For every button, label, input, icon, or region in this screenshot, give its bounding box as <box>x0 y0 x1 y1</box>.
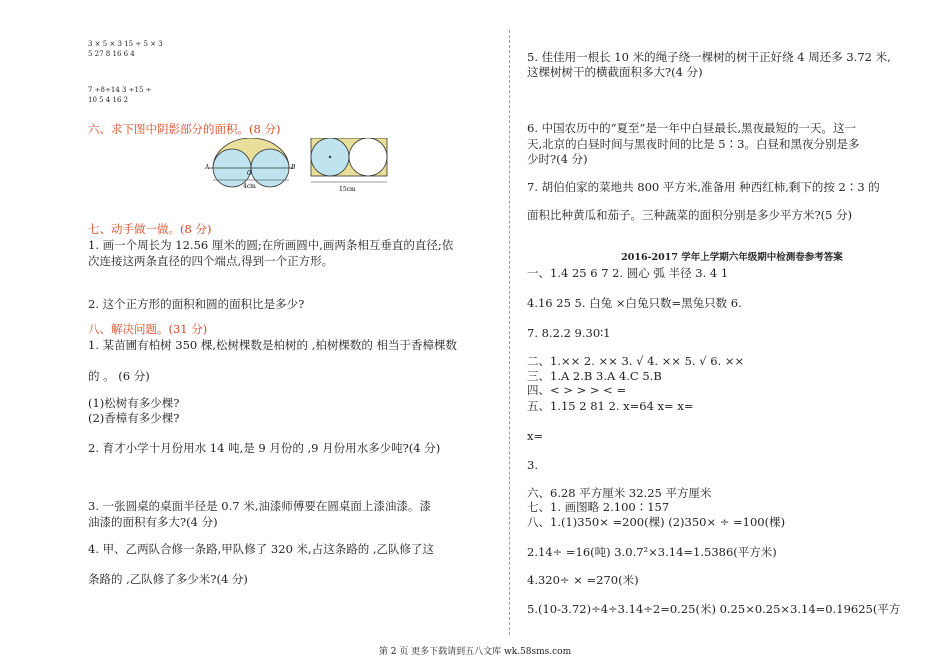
fig1-dimension: 4cm <box>243 183 256 190</box>
answer-6: 六、6.28 平方厘米 32.25 平方厘米 <box>527 486 712 500</box>
answer-8c: 4.320÷ × =270(米) <box>527 573 639 587</box>
answer-8d: 5.(10-3.72)÷4÷3.14÷2=0.25(米) 0.25×0.25×3.14=0.19625(平方 <box>527 602 901 616</box>
section-8-q1-a: (1)松树有多少棵? <box>88 396 180 410</box>
q7-line2: 面积比种黄瓜和茄子。三种蔬菜的面积分别是多少平方米?(5 分) <box>527 208 853 222</box>
answer-5: 五、1.15 2 81 2. x=64 x= x= <box>527 399 694 413</box>
fraction-row-2: 7 ÷8÷14 3 ÷15 ÷ <box>88 86 152 94</box>
q5-line2: 这棵树树干的横截面积多大?(4 分) <box>527 65 703 79</box>
q6-line2: 天,北京的白昼时间与黑夜时间的比是 5∶3。白昼和黑夜分别是多 <box>527 137 860 151</box>
q6-line3: 少时?(4 分) <box>527 152 588 166</box>
q6-line1: 6. 中国农历中的“夏至”是一年中白昼最长,黑夜最短的一天。这一 <box>527 121 857 135</box>
answer-5c: 3. <box>527 458 538 472</box>
answer-8b: 2.14÷ =16(吨) 3.0.7²×3.14=1.5386(平方米) <box>527 545 777 559</box>
section-8-q1-line1: 1. 某苗圃有柏树 350 棵,松树棵数是柏树的 ,柏树棵数的 相当于香樟棵数 <box>88 338 458 352</box>
fraction-row-1: 3 × 5 × 3 15 ÷ 5 × 3 <box>88 40 163 48</box>
figure-semicircle <box>209 138 293 187</box>
answer-1c: 7. 8.2.2 9.30∶1 <box>527 326 611 340</box>
answer-1b: 4.16 25 5. 白兔 ×白兔只数=黑兔只数 6. <box>527 296 742 310</box>
fraction-row-2-den: 10 5 4 16 2 <box>88 96 129 104</box>
answer-5b: x= <box>527 429 544 443</box>
section-8-q1-b: (2)香樟有多少棵? <box>88 411 180 425</box>
answer-1: 一、1.4 25 6 7 2. 圆心 弧 半径 3. 4 1 <box>527 266 729 280</box>
fig1-label-o: O <box>247 170 252 177</box>
section-8-q4-line2: 条路的 ,乙队修了多少米?(4 分) <box>88 572 248 586</box>
answer-7: 七、1. 画图略 2.100∶157 <box>527 500 670 514</box>
section-7-q1-line1: 1. 画一个周长为 12.56 厘米的圆;在所画圆中,画两条相互垂直的直径;依 <box>88 238 454 252</box>
fig1-label-a: A <box>205 164 210 171</box>
shaded-area-figures <box>203 138 403 194</box>
section-8-q3-line2: 油漆的面积有多大?(4 分) <box>88 515 218 529</box>
section-8-q3-line1: 3. 一张圆桌的桌面半径是 0.7 米,油漆师傅要在圆桌面上漆油漆。漆 <box>88 499 431 513</box>
answer-key-title: 2016-2017 学年上学期六年级期中检测卷参考答案 <box>621 252 843 263</box>
section-7-q1-line2: 次连接这两条直径的四个端点,得到一个正方形。 <box>88 254 334 268</box>
section-7-title: 七、动手做一做。(8 分) <box>88 222 212 236</box>
section-8-q1-line2: 的 。 (6 分) <box>88 369 150 383</box>
page-footer: 第 2 页 更多下载请到五八文库 wk.58sms.com <box>378 647 572 657</box>
fig1-label-b: B <box>291 164 296 171</box>
column-divider <box>509 30 510 635</box>
answer-4: 四、< > > > < = <box>527 383 627 397</box>
fig2-dimension: 15cm <box>339 186 356 193</box>
section-8-title: 八、解决问题。(31 分) <box>88 322 208 336</box>
section-7-q2: 2. 这个正方形的面积和圆的面积比是多少? <box>88 297 305 311</box>
section-6-title: 六、求下图中阴影部分的面积。(8 分) <box>88 122 281 136</box>
section-8-q2: 2. 育才小学十月份用水 14 吨,是 9 月份的 ,9 月份用水多少吨?(4 分) <box>88 441 441 455</box>
fraction-row-1-den: 5 27 8 16 6 4 <box>88 50 135 58</box>
q5-line1: 5. 佳佳用一根长 10 米的绳子绕一棵树的树干正好绕 4 周还多 3.72 米, <box>527 50 891 64</box>
answer-8: 八、1.(1)350× =200(棵) (2)350× ÷ =100(棵) <box>527 515 786 529</box>
figure-rectangle <box>311 138 387 182</box>
answer-3: 三、1.A 2.B 3.A 4.C 5.B <box>527 369 662 383</box>
answer-2: 二、1.×× 2. ×× 3. √ 4. ×× 5. √ 6. ×× <box>527 354 745 368</box>
section-8-q4-line1: 4. 甲、乙两队合修一条路,甲队修了 320 米,占这条路的 ,乙队修了这 <box>88 542 435 556</box>
q7-line1: 7. 胡伯伯家的菜地共 800 平方米,准备用 种西红柿,剩下的按 2∶3 的 <box>527 180 880 194</box>
